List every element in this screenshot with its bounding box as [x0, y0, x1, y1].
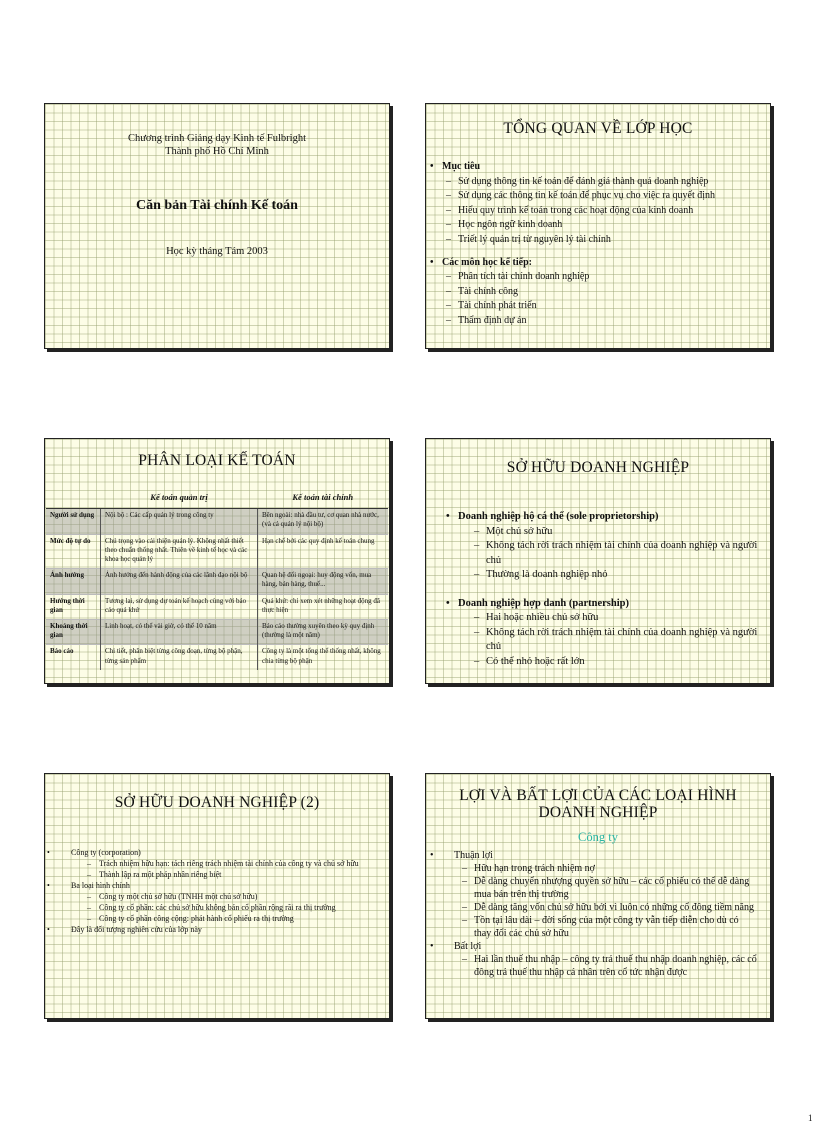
table-row: [46, 534, 388, 569]
table-row: [46, 569, 388, 594]
section-heading: • Doanh nghiệp hộ cá thể (sole proprietorship): [446, 511, 659, 522]
list-item-text: Có thể nhỏ hoặc rất lớn: [486, 655, 585, 667]
slide-subtitle: Công ty: [578, 830, 618, 844]
table-corner: [46, 490, 101, 509]
list-item: – Có thể nhỏ hoặc rất lớn: [474, 655, 585, 667]
list-item-text: Công ty (corporation): [71, 848, 141, 857]
list-item: – Thường là doanh nghiệp nhỏ: [474, 569, 608, 580]
row-header: Khoảng thời gian: [46, 620, 101, 645]
slide-body: [430, 160, 766, 337]
sub-list-item-text: Công ty cổ phần công cộng: phát hành cổ phiếu ra thị trường: [99, 914, 294, 923]
table-cell: Tương lai, sử dụng dự toán kế hoạch cùng với báo cáo quá khứ: [101, 594, 258, 619]
list-item: – Hiểu quy trình kế toán trong các hoạt động của kinh doanh: [446, 204, 694, 216]
slide-accounting-types: [44, 438, 390, 684]
table-cell: Quá khứ: chỉ xem xét những hoạt động đã thực hiện: [258, 594, 389, 619]
table-row: [46, 620, 388, 645]
section-partnership: [446, 597, 760, 670]
table-cell: Ảnh hưởng đến hành động của các lãnh đạo nội bộ: [101, 569, 258, 594]
slide-heading: TỔNG QUAN VỀ LỚP HỌC: [503, 120, 693, 137]
slide-heading: PHÂN LOẠI KẾ TOÁN: [138, 452, 296, 469]
institution-line-2: Thành phố Hồ Chí Minh: [165, 146, 269, 157]
slide-heading-line-1: LỢI VÀ BẤT LỢI CỦA CÁC LOẠI HÌNH: [459, 787, 737, 804]
slide-overview: [425, 103, 771, 349]
table-cell: Hạn chế bởi các quy định kế toán chung: [258, 534, 389, 569]
list-item: – Một chủ sở hữu: [474, 525, 553, 537]
list-item-text: Thường là doanh nghiệp nhỏ: [486, 569, 608, 580]
slide-pros-cons: [425, 773, 771, 1019]
row-header: Người sử dụng: [46, 509, 101, 534]
list-item-text: Một chủ sở hữu: [486, 525, 553, 537]
slide-heading: SỞ HỮU DOANH NGHIỆP: [506, 459, 690, 476]
sub-list-item: – Dễ dàng chuyển nhượng quyền sở hữu – các cổ phiếu có thể dễ dàng mua bán trên thị trường: [462, 876, 750, 900]
section-next-courses: [430, 256, 766, 329]
list-item-text: Không tách rời trách nhiệm tài chính của doanh nghiệp và người chủ: [486, 540, 758, 566]
table-cell: Linh hoạt, có thể vài giờ, có thể 10 năm: [101, 620, 258, 645]
list-item: • Bất lợi: [430, 941, 482, 952]
comparison-table: [46, 490, 388, 670]
column-header: Kế toán quản trị: [101, 490, 258, 509]
list-item: – Sử dụng thông tin kế toán để đánh giá thành quả doanh nghiệp: [446, 175, 709, 187]
row-header: Ảnh hưởng: [46, 569, 101, 594]
list-item: – Triết lý quản trị từ nguyên lý tài chính: [446, 233, 611, 245]
sub-list-item: – Hai lần thuế thu nhập – công ty trả thuế thu nhập doanh nghiệp, các cổ đông trả thuế thu nhập cá nhân trên cổ tức nhận được: [462, 954, 757, 978]
sub-list-item: – Công ty cổ phần: các chủ sở hữu không bán cổ phần rộng rãi ra thị trường: [87, 903, 336, 912]
term-label: Học kỳ tháng Tám 2003: [166, 246, 268, 257]
list-item: – Sử dụng các thông tin kế toán để phục vụ cho việc ra quyết định: [446, 190, 716, 202]
slide-body: [47, 847, 379, 935]
list-item-text: Không tách rời trách nhiệm tài chính của doanh nghiệp và người chủ: [486, 626, 758, 652]
row-header: Mức độ tự do: [46, 534, 101, 569]
sub-list-item-text: Công ty cổ phần: các chủ sở hữu không bán cổ phần rộng rãi ra thị trường: [99, 903, 336, 912]
list-item-text: Thuận lợi: [454, 850, 493, 861]
list-item-text: Đây là đối tượng nghiên cứu của lớp này: [71, 925, 202, 934]
list-item: – Tài chính phát triển: [446, 300, 537, 312]
list-item: – Không tách rời trách nhiệm tài chính của doanh nghiệp và người chủ: [474, 540, 758, 566]
slide-business-ownership: [425, 438, 771, 684]
sub-list-item-text: Hai lần thuế thu nhập – công ty trả thuế thu nhập doanh nghiệp, các cổ đông trả thuế thu nhập cá nhân trên cổ tức nhận được: [474, 954, 757, 978]
sub-list-item-text: Tồn tại lâu dài – đời sống của một công ty vẫn tiếp diễn cho dù có thay đổi các chủ sở hữu: [474, 915, 739, 939]
list-item-text: Học ngôn ngữ kinh doanh: [458, 219, 563, 231]
list-item: – Học ngôn ngữ kinh doanh: [446, 219, 563, 231]
course-title: Căn bản Tài chính Kế toán: [136, 198, 298, 213]
list-item: – Hai hoặc nhiều chủ sở hữu: [474, 612, 599, 623]
sub-list-item: – Tồn tại lâu dài – đời sống của một công ty vẫn tiếp diễn cho dù có thay đổi các chủ sở hữu: [462, 915, 739, 939]
section-heading: • Các môn học kế tiếp:: [430, 256, 532, 268]
slide-business-ownership-2: [44, 773, 390, 1019]
table-row: [46, 509, 388, 534]
sub-list-item-text: Dễ dàng chuyển nhượng quyền sở hữu – các cổ phiếu có thể dễ dàng mua bán trên thị trường: [474, 876, 750, 900]
list-item-text: Sử dụng các thông tin kế toán để phục vụ cho việc ra quyết định: [458, 190, 716, 202]
list-item: – Tài chính công: [446, 285, 518, 297]
sub-list-item: – Công ty một chủ sở hữu (TNHH một chủ sở hữu): [87, 892, 258, 901]
slide-body: [430, 849, 758, 979]
slide-heading: SỞ HỮU DOANH NGHIỆP (2): [114, 794, 320, 811]
list-item-text: Tài chính phát triển: [458, 300, 537, 312]
section-heading-text: Doanh nghiệp hợp danh (partnership): [458, 597, 629, 609]
table-cell: Chú trọng vào cải thiện quản lý. Không nhất thiết theo chuẩn thống nhất. Thiên về kinh tế học và các khoa học quản lý: [101, 534, 258, 569]
slide-title: [44, 103, 390, 349]
table-header-row: [46, 490, 388, 509]
table-cell: Bên ngoài: nhà đầu tư, cơ quan nhà nước, (và cả quản lý nội bộ): [258, 509, 389, 534]
section-heading-text: Các môn học kế tiếp:: [442, 256, 532, 268]
list-item: • Công ty (corporation): [47, 848, 141, 857]
sub-list-item: – Công ty cổ phần công cộng: phát hành cổ phiếu ra thị trường: [87, 914, 294, 923]
list-item: • Ba loại hình chính: [47, 881, 130, 890]
slide-body: [446, 510, 760, 683]
list-item: – Không tách rời trách nhiệm tài chính của doanh nghiệp và người chủ: [474, 626, 758, 652]
list-item: • Thuận lợi: [430, 850, 493, 861]
table-cell: Nội bộ : Các cấp quản lý trong công ty: [101, 509, 258, 534]
slide-heading: [426, 787, 770, 821]
sub-list-item-text: Dễ dàng tăng vốn chủ sở hữu bởi vì luôn có những cổ đông tiềm năng: [474, 902, 754, 913]
list-item-text: Tài chính công: [458, 285, 518, 297]
institution-name: [45, 132, 389, 158]
section-heading-text: Doanh nghiệp hộ cá thể (sole proprietorship): [458, 511, 659, 522]
section-heading: • Mục tiêu: [430, 161, 481, 172]
table-cell: Báo cáo thường xuyên theo kỳ quy định (thường là một năm): [258, 620, 389, 645]
section-sole-proprietorship: [446, 510, 760, 583]
list-item-text: Hai hoặc nhiều chủ sở hữu: [486, 612, 599, 623]
list-item: – Thẩm định dự án: [446, 314, 527, 326]
table-row: [46, 594, 388, 619]
table-cell: Công ty là một tổng thể thống nhất, không chia từng bộ phận: [258, 645, 389, 670]
list-item-text: Phân tích tài chính doanh nghiệp: [458, 271, 590, 283]
table-row: [46, 645, 388, 670]
sub-list-item-text: Thành lập ra một pháp nhân riêng biệt: [99, 870, 222, 879]
list-item-text: Sử dụng thông tin kế toán để đánh giá thành quả doanh nghiệp: [458, 175, 709, 187]
page-number: 1: [808, 1113, 813, 1123]
sub-list-item: – Trách nhiệm hữu hạn: tách riêng trách nhiệm tài chính của công ty và chủ sở hữu: [87, 859, 359, 868]
slide-heading-line-2: DOANH NGHIỆP: [538, 804, 658, 821]
section-heading-text: Mục tiêu: [442, 161, 481, 172]
row-header: Hướng thời gian: [46, 594, 101, 619]
sub-list-item-text: Hữu hạn trong trách nhiệm nợ: [474, 863, 595, 874]
list-item-text: Bất lợi: [454, 941, 482, 952]
table-cell: Chi tiết, phân biệt từng công đoạn, từng bộ phận, từng sản phẩm: [101, 645, 258, 670]
list-item-text: Triết lý quản trị từ nguyên lý tài chính: [458, 233, 611, 245]
row-header: Báo cáo: [46, 645, 101, 670]
sub-list-item: – Dễ dàng tăng vốn chủ sở hữu bởi vì luôn có những cổ đông tiềm năng: [462, 902, 754, 913]
list-item-text: Hiểu quy trình kế toán trong các hoạt động của kinh doanh: [458, 204, 694, 216]
list-item-text: Thẩm định dự án: [458, 314, 527, 326]
sub-list-item: – Thành lập ra một pháp nhân riêng biệt: [87, 870, 222, 879]
sub-list-item: – Hữu hạn trong trách nhiệm nợ: [462, 863, 595, 874]
section-objectives: [430, 160, 766, 248]
column-header: Kế toán tài chính: [258, 490, 389, 509]
list-item: • Đây là đối tượng nghiên cứu của lớp này: [47, 925, 202, 934]
section-heading: • Doanh nghiệp hợp danh (partnership): [446, 597, 629, 609]
sub-list-item-text: Công ty một chủ sở hữu (TNHH một chủ sở hữu): [99, 892, 258, 901]
sub-list-item-text: Trách nhiệm hữu hạn: tách riêng trách nhiệm tài chính của công ty và chủ sở hữu: [99, 859, 359, 868]
list-item: – Phân tích tài chính doanh nghiệp: [446, 271, 590, 283]
table-cell: Quan hệ đối ngoại: huy động vốn, mua hàng, bán hàng, thuế...: [258, 569, 389, 594]
institution-line-1: Chương trình Giảng dạy Kinh tế Fulbright: [127, 133, 307, 144]
list-item-text: Ba loại hình chính: [71, 881, 130, 890]
